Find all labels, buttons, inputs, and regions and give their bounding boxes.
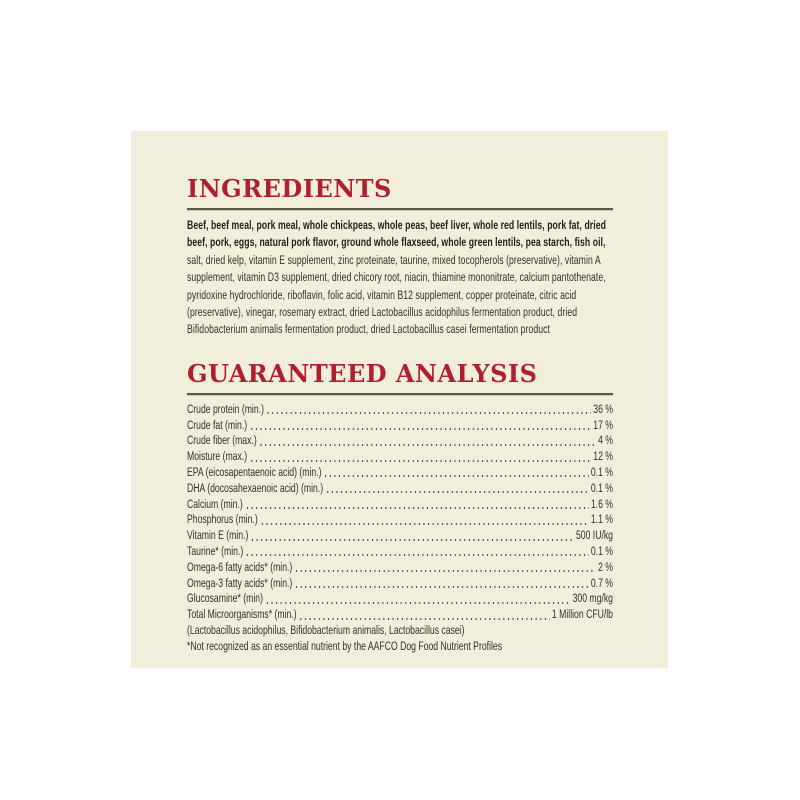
ingredients-primary-text: Beef, beef meal, pork meal, whole chickpeas, whole peas, beef liver, whole red lentils, pork fat, dried beef, pork, eggs, natural pork flavor, ground whole flaxseed, whole green lentils, pea starch, fish oil, [187, 218, 606, 250]
analysis-row-value: 500 IU/kg [575, 528, 613, 543]
analysis-row-total-microorganisms [187, 607, 613, 623]
dot-leader [325, 481, 588, 497]
dot-leader [245, 544, 588, 560]
microorganisms-species-note: (Lactobacillus acidophilus, Bifidobacterium animalis, Lactobacillus casei) [187, 623, 465, 637]
dot-leader [249, 449, 591, 465]
pet-food-label-panel [131, 131, 668, 668]
analysis-row-crude-fiber [187, 433, 613, 449]
analysis-row-label: Moisture (max.) [187, 449, 248, 464]
dot-leader [251, 528, 574, 544]
analysis-row-label: Crude fat (min.) [187, 417, 248, 432]
analysis-row-label: Glucosamine* (min) [187, 591, 263, 606]
analysis-row-value: 0.1 % [590, 480, 613, 495]
analysis-row-label: Taurine* (min.) [187, 544, 244, 559]
analysis-row-label: Crude protein (min.) [187, 401, 264, 416]
analysis-row-epa [187, 465, 613, 481]
analysis-row-value: 0.7 % [590, 575, 613, 590]
analysis-row-crude-fat [187, 418, 613, 434]
ingredients-secondary-text: salt, dried kelp, vitamin E supplement, zinc proteinate, taurine, mixed tocopherols (preservative), vitamin A supplement, vitamin D3 supplement, dried chicory root, niacin, thiamine mononitrate, calcium pantothenate, pyridoxine hydrochloride, riboflavin, folic acid, vitamin B12 supplement, copper proteinate, citric acid (preservative), vinegar, rosemary extract, dried Lactobacillus acidophilus fermentation product, dried Bifidobacterium animalis fermentation product, dried Lactobacillus casei fermentation product [187, 252, 606, 337]
dot-leader [294, 576, 588, 592]
label-content [131, 131, 668, 655]
dot-leader [294, 560, 596, 576]
analysis-row-label: Total Microorganisms* (min.) [187, 607, 297, 622]
analysis-row-crude-protein [187, 402, 613, 418]
analysis-row-omega6 [187, 560, 613, 576]
aafco-footnote: *Not recognized as an essential nutrient by the AAFCO Dog Food Nutrient Profiles [187, 638, 503, 653]
analysis-row-value: 1.1 % [590, 512, 613, 527]
dot-leader [259, 433, 596, 449]
ingredients-paragraph [187, 217, 613, 339]
analysis-row-calcium [187, 497, 613, 513]
analysis-row-label: Crude fiber (max.) [187, 433, 257, 448]
analysis-row-value: 1.6 % [590, 496, 613, 511]
analysis-row-glucosamine [187, 591, 613, 607]
dot-leader [249, 418, 591, 434]
analysis-row-value: 0.1 % [590, 544, 613, 559]
dot-leader [324, 465, 589, 481]
analysis-row-omega3 [187, 576, 613, 592]
dot-leader [266, 402, 591, 418]
ingredients-section [187, 176, 613, 339]
analysis-row-value: 36 % [593, 401, 613, 416]
guaranteed-analysis-heading: GUARANTEED ANALYSIS [187, 358, 538, 388]
analysis-row-dha [187, 481, 613, 497]
analysis-row-value: 2 % [598, 559, 613, 574]
analysis-row-value: 17 % [593, 417, 613, 432]
analysis-row-label: Omega-3 fatty acids* (min.) [187, 575, 293, 590]
analysis-row-label: Phosphorus (min.) [187, 512, 258, 527]
ingredients-divider [187, 208, 613, 210]
dot-leader [299, 607, 550, 623]
analysis-row-moisture [187, 449, 613, 465]
dot-leader [245, 497, 589, 513]
analysis-row-vitamin-e [187, 528, 613, 544]
analysis-row-label: Calcium (min.) [187, 496, 243, 511]
dot-leader [265, 591, 570, 607]
analysis-row-label: EPA (eicosapentaenoic acid) (min.) [187, 465, 322, 480]
analysis-row-value: 1 Million CFU/lb [551, 607, 613, 622]
analysis-row-value: 300 mg/kg [572, 591, 613, 606]
guaranteed-analysis-table [187, 402, 613, 655]
analysis-row-taurine [187, 544, 613, 560]
analysis-row-value: 12 % [593, 449, 613, 464]
ingredients-heading: INGREDIENTS [187, 174, 392, 203]
analysis-row-phosphorus [187, 512, 613, 528]
analysis-row-label: Vitamin E (min.) [187, 528, 249, 543]
analysis-row-label: DHA (docosahexaenoic acid) (min.) [187, 480, 324, 495]
analysis-row-value: 0.1 % [590, 465, 613, 480]
ingredients-text-block [187, 217, 613, 339]
analysis-row-value: 4 % [598, 433, 613, 448]
guaranteed-analysis-section [187, 358, 613, 655]
dot-leader [260, 512, 589, 528]
analysis-row-label: Omega-6 fatty acids* (min.) [187, 559, 293, 574]
guaranteed-analysis-divider [187, 393, 613, 395]
